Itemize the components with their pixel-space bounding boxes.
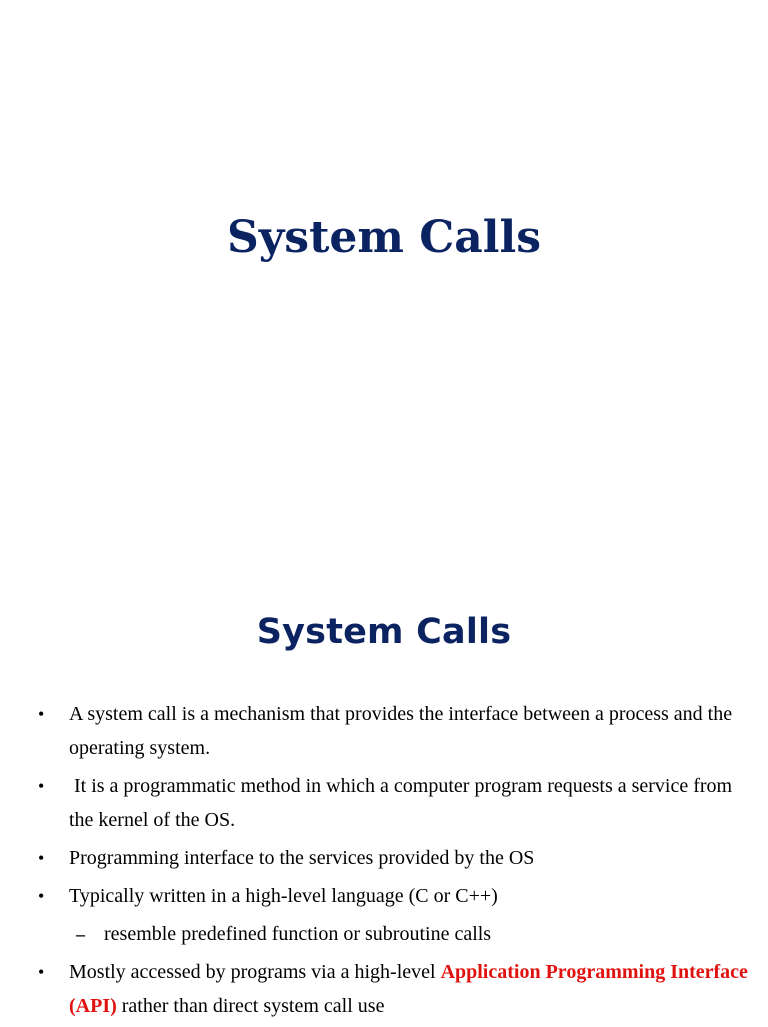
bullet-marker: • [38, 848, 45, 868]
bullet-text: Programming interface to the services provided by the OS [69, 847, 535, 869]
bullet-marker: • [38, 962, 45, 982]
slide-content-heading: System Calls [256, 612, 512, 652]
bullet-text-before: Mostly accessed by programs via a high-level [69, 961, 441, 983]
sub-bullet-text: resemble predefined function or subroutine calls [104, 923, 492, 945]
bullet-marker: • [38, 776, 45, 796]
bullet-text: It is a programmatic method in which a computer program requests a service from the kernel of the OS. [69, 775, 738, 831]
slide-content [0, 576, 768, 1024]
bullet-list [38, 697, 748, 1027]
sub-bullet-item [38, 917, 748, 951]
bullet-text-after: rather than direct system call use [116, 995, 385, 1017]
bullet-item [38, 879, 748, 913]
bullet-marker: • [38, 886, 45, 906]
bullet-text: A system call is a mechanism that provides the interface between a process and the operating system. [69, 703, 733, 759]
bullet-item [38, 769, 748, 837]
bullet-item [38, 841, 748, 875]
bullet-marker: • [38, 704, 45, 724]
sub-bullet-marker: – [76, 924, 85, 944]
api-highlight: Application Programming Interface (API) [69, 961, 748, 1017]
slide-title-heading: System Calls [226, 212, 542, 263]
bullet-text: Typically written in a high-level language (C or C++) [69, 885, 498, 907]
bullet-item [38, 955, 748, 1023]
bullet-item [38, 697, 748, 765]
